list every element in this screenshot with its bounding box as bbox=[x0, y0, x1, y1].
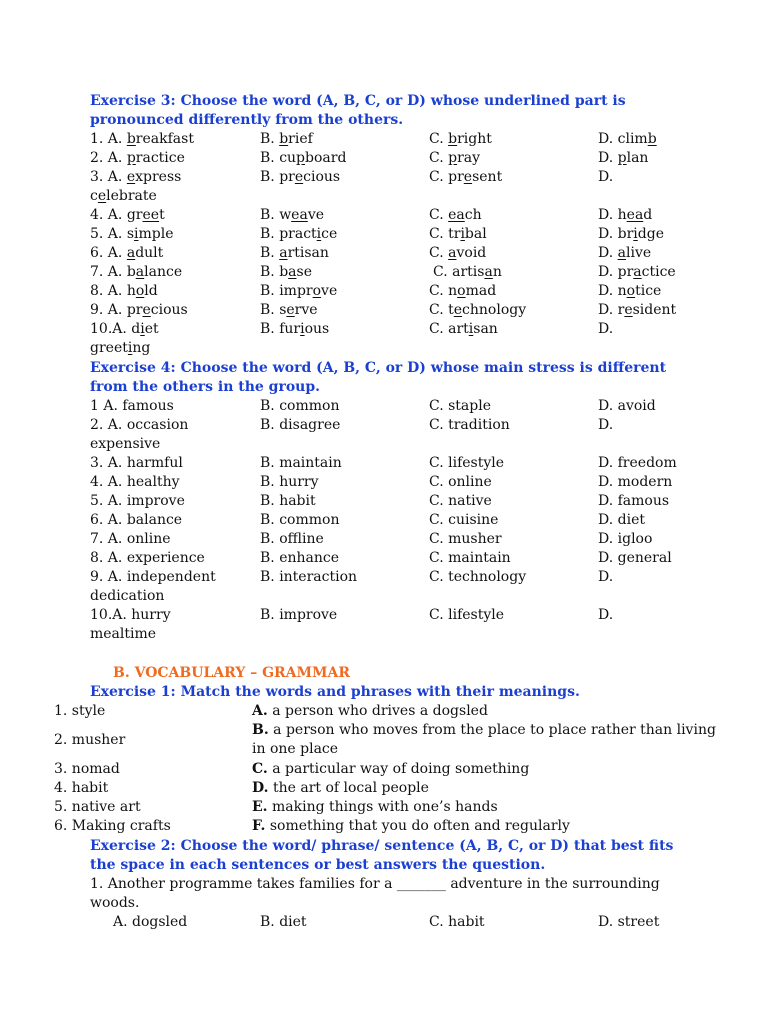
match-meaning: B. a person who moves from the place to place rather than living bbox=[252, 722, 716, 738]
ex4-option-b: B. improve bbox=[260, 607, 338, 623]
ex4-option-b: B. common bbox=[260, 398, 340, 414]
underlined-letters: o bbox=[135, 283, 145, 299]
ex4-option-d: D. diet bbox=[598, 512, 645, 528]
match-word: 4. habit bbox=[54, 780, 109, 796]
ex3-option-c: C. technology bbox=[429, 302, 527, 318]
underlined-letters: i bbox=[460, 226, 465, 242]
underlined-letters: o bbox=[626, 283, 636, 299]
ex3-option-a: 3. A. express bbox=[90, 169, 182, 185]
ex3-option-b: B. artisan bbox=[260, 245, 329, 261]
match-word: 3. nomad bbox=[54, 761, 120, 777]
ex4-option-d-wrap: expensive bbox=[90, 436, 161, 452]
match-word: 6. Making crafts bbox=[54, 818, 171, 834]
ex3-option-d: D. bridge bbox=[598, 226, 664, 242]
ex4-option-d: D. igloo bbox=[598, 531, 653, 547]
underlined-letters: e bbox=[294, 169, 304, 185]
ex4-option-a: 2. A. occasion bbox=[90, 417, 189, 433]
underlined-letters: ee bbox=[142, 207, 160, 223]
ex3-option-d-wrap: greeting bbox=[90, 340, 151, 356]
underlined-letters: i bbox=[316, 226, 322, 242]
ex4-option-d: D. modern bbox=[598, 474, 673, 490]
underlined-letters: e bbox=[453, 302, 463, 318]
ex3-option-c: C. present bbox=[429, 169, 503, 185]
ex3-option-b: B. furious bbox=[260, 321, 330, 337]
ex4-option-d-wrap: dedication bbox=[90, 588, 165, 604]
ex4-option-c: C. musher bbox=[429, 531, 502, 547]
exercise-3-title-line-2: pronounced differently from the others. bbox=[90, 112, 404, 128]
ex3-option-a: 1. A. breakfast bbox=[90, 131, 194, 147]
underlined-letters: a bbox=[288, 264, 297, 280]
ex4-option-c: C. tradition bbox=[429, 417, 510, 433]
ex3-option-c: C. each bbox=[429, 207, 482, 223]
ex3-option-d-wrap: celebrate bbox=[90, 188, 157, 204]
ex3-option-d: D. climb bbox=[598, 131, 657, 147]
underlined-letters: o bbox=[457, 283, 466, 299]
ex4-option-b: B. common bbox=[260, 512, 340, 528]
ex4-option-a: 10.A. hurry bbox=[90, 607, 171, 623]
ex3-option-c: C. bright bbox=[429, 131, 492, 147]
ex4-option-d: D. bbox=[598, 417, 614, 433]
underlined-letters: b bbox=[126, 131, 136, 147]
match-word: 5. native art bbox=[54, 799, 141, 815]
ex4-option-d-wrap: mealtime bbox=[90, 626, 157, 642]
underlined-letters: o bbox=[312, 283, 322, 299]
ex4-option-d: D. bbox=[598, 569, 614, 585]
ex3-option-d: D. head bbox=[598, 207, 653, 223]
match-meaning: C. a particular way of doing something bbox=[252, 761, 530, 777]
ex3-option-a: 5. A. simple bbox=[90, 226, 174, 242]
match-meaning: F. something that you do often and regularly bbox=[252, 818, 570, 834]
underlined-letters: ea bbox=[626, 207, 644, 223]
ex4-option-b: B. disagree bbox=[260, 417, 341, 433]
question-1-option: B. diet bbox=[260, 914, 307, 930]
match-meaning: D. the art of local people bbox=[252, 780, 429, 796]
exercise-1-title: Exercise 1: Match the words and phrases with their meanings. bbox=[90, 684, 580, 700]
underlined-letters: e bbox=[97, 188, 107, 204]
ex4-option-c: C. lifestyle bbox=[429, 455, 505, 471]
underlined-letters: a bbox=[126, 245, 136, 261]
underlined-letters: p bbox=[617, 150, 627, 166]
underlined-letters: i bbox=[127, 340, 133, 356]
ex4-option-a: 1 A. famous bbox=[90, 398, 174, 414]
underlined-letters: e bbox=[624, 302, 633, 318]
ex3-option-b: B. brief bbox=[260, 131, 313, 147]
meaning-letter: F. bbox=[252, 818, 266, 834]
underlined-letters: e bbox=[463, 169, 473, 185]
ex4-option-d: D. bbox=[598, 607, 614, 623]
ex3-option-d: D. alive bbox=[598, 245, 652, 261]
underlined-letters: b bbox=[448, 131, 458, 147]
ex3-option-c: C. pray bbox=[429, 150, 481, 166]
ex4-option-a: 5. A. improve bbox=[90, 493, 185, 509]
underlined-letters: p bbox=[448, 150, 458, 166]
underlined-letters: e bbox=[142, 302, 151, 318]
section-b-heading: B. VOCABULARY – GRAMMAR bbox=[113, 665, 351, 681]
ex3-option-d: D. plan bbox=[598, 150, 649, 166]
ex3-option-a: 10.A. diet bbox=[90, 321, 159, 337]
ex3-option-c: C. nomad bbox=[429, 283, 497, 299]
ex3-option-b: B. precious bbox=[260, 169, 341, 185]
ex3-option-d: D. resident bbox=[598, 302, 677, 318]
ex4-option-a: 8. A. experience bbox=[90, 550, 205, 566]
ex4-option-c: C. technology bbox=[429, 569, 527, 585]
ex3-option-d: D. practice bbox=[598, 264, 676, 280]
ex4-option-b: B. hurry bbox=[260, 474, 319, 490]
ex3-option-b: B. weave bbox=[260, 207, 325, 223]
ex3-option-d: D. notice bbox=[598, 283, 662, 299]
ex4-option-a: 3. A. harmful bbox=[90, 455, 183, 471]
underlined-letters: i bbox=[468, 321, 474, 337]
underlined-letters: b bbox=[279, 131, 289, 147]
meaning-letter: C. bbox=[252, 761, 268, 777]
underlined-letters: e bbox=[126, 169, 136, 185]
ex4-option-c: C. online bbox=[429, 474, 492, 490]
ex3-option-a: 6. A. adult bbox=[90, 245, 164, 261]
underlined-letters: i bbox=[140, 321, 145, 337]
match-word: 1. style bbox=[54, 703, 106, 719]
ex4-option-c: C. cuisine bbox=[429, 512, 499, 528]
ex3-option-d: D. bbox=[598, 321, 614, 337]
ex4-option-d: D. general bbox=[598, 550, 672, 566]
ex4-option-b: B. interaction bbox=[260, 569, 358, 585]
underlined-letters: p bbox=[126, 150, 136, 166]
ex3-option-b: B. base bbox=[260, 264, 312, 280]
ex4-option-d: D. avoid bbox=[598, 398, 656, 414]
question-1-line-2: woods. bbox=[90, 895, 140, 911]
ex3-option-a: 9. A. precious bbox=[90, 302, 188, 318]
underlined-letters: p bbox=[296, 150, 306, 166]
ex4-option-b: B. enhance bbox=[260, 550, 339, 566]
meaning-letter: B. bbox=[252, 722, 269, 738]
question-1-line-1: 1. Another programme takes families for a _______ adventure in the surrounding bbox=[90, 876, 660, 892]
underlined-letters: i bbox=[300, 321, 305, 337]
ex4-option-c: C. native bbox=[429, 493, 492, 509]
underlined-letters: a bbox=[617, 245, 626, 261]
meaning-letter: D. bbox=[252, 780, 269, 796]
ex4-option-a: 7. A. online bbox=[90, 531, 171, 547]
exercise-4-title-line-2: from the others in the group. bbox=[90, 379, 321, 395]
question-1-option: C. habit bbox=[429, 914, 485, 930]
underlined-letters: i bbox=[633, 226, 638, 242]
ex4-option-b: B. maintain bbox=[260, 455, 342, 471]
match-meaning: A. a person who drives a dogsled bbox=[252, 703, 488, 719]
ex3-option-a: 7. A. balance bbox=[90, 264, 183, 280]
ex3-option-c: C. tribal bbox=[429, 226, 487, 242]
underlined-letters: ea bbox=[291, 207, 308, 223]
ex4-option-b: B. habit bbox=[260, 493, 316, 509]
underlined-letters: a bbox=[484, 264, 493, 280]
exercise-3-title-line-1: Exercise 3: Choose the word (A, B, C, or D) whose underlined part is bbox=[90, 93, 626, 109]
question-1-option: D. street bbox=[598, 914, 660, 930]
underlined-letters: a bbox=[448, 245, 457, 261]
underlined-letters: e bbox=[286, 302, 295, 318]
underlined-letters: i bbox=[134, 226, 139, 242]
exercise-4-title-line-1: Exercise 4: Choose the word (A, B, C, or D) whose main stress is different bbox=[90, 360, 667, 376]
ex4-option-a: 6. A. balance bbox=[90, 512, 183, 528]
ex4-option-d: D. famous bbox=[598, 493, 670, 509]
match-word: 2. musher bbox=[54, 732, 126, 748]
underlined-letters: a bbox=[135, 264, 145, 280]
question-1-option: A. dogsled bbox=[113, 914, 188, 930]
underlined-letters: ea bbox=[448, 207, 465, 223]
exercise-2-title-line-2: the space in each sentences or best answers the question. bbox=[90, 857, 546, 873]
exercise-2-title-line-1: Exercise 2: Choose the word/ phrase/ sentence (A, B, C, or D) that best fits bbox=[90, 838, 674, 854]
ex3-option-a: 4. A. greet bbox=[90, 207, 165, 223]
ex3-option-a: 2. A. practice bbox=[90, 150, 185, 166]
underlined-letters: a bbox=[633, 264, 642, 280]
ex3-option-b: B. practice bbox=[260, 226, 338, 242]
meaning-letter: A. bbox=[252, 703, 268, 719]
ex4-option-c: C. staple bbox=[429, 398, 491, 414]
match-meaning: E. making things with one’s hands bbox=[252, 799, 498, 815]
ex4-option-b: B. offline bbox=[260, 531, 324, 547]
ex4-option-c: C. lifestyle bbox=[429, 607, 505, 623]
ex4-option-c: C. maintain bbox=[429, 550, 511, 566]
underlined-letters: b bbox=[647, 131, 657, 147]
match-meaning-wrap: in one place bbox=[252, 741, 339, 757]
ex3-option-d: D. bbox=[598, 169, 614, 185]
ex3-option-c: C. artisan bbox=[429, 321, 498, 337]
ex4-option-d: D. freedom bbox=[598, 455, 677, 471]
ex3-option-b: B. improve bbox=[260, 283, 338, 299]
underlined-letters: a bbox=[279, 245, 288, 261]
ex3-option-b: B. cupboard bbox=[260, 150, 347, 166]
meaning-letter: E. bbox=[252, 799, 268, 815]
ex4-option-a: 4. A. healthy bbox=[90, 474, 180, 490]
ex3-option-a: 8. A. hold bbox=[90, 283, 158, 299]
ex4-option-a: 9. A. independent bbox=[90, 569, 216, 585]
ex3-option-c: C. artisan bbox=[433, 264, 502, 280]
ex3-option-b: B. serve bbox=[260, 302, 318, 318]
ex3-option-c: C. avoid bbox=[429, 245, 487, 261]
